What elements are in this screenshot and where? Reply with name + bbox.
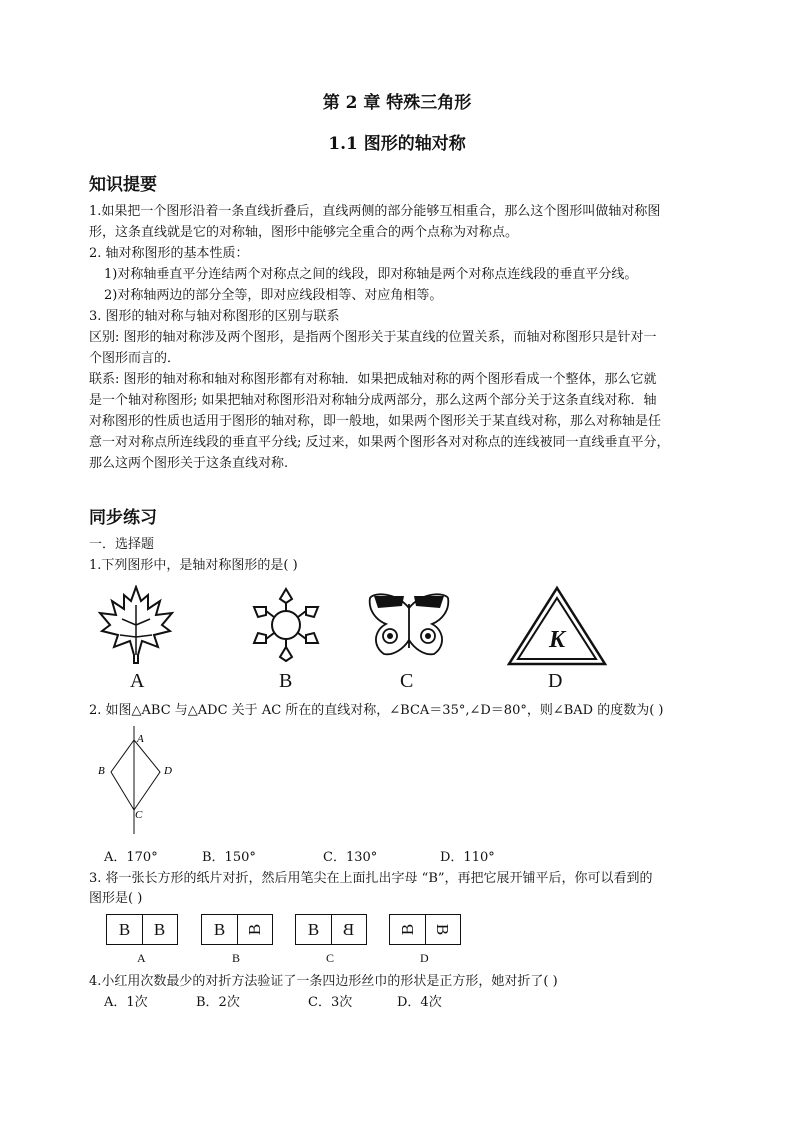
q3-option-c-figure <box>295 914 367 945</box>
kite-diagram <box>94 726 186 838</box>
letter-b-left: B <box>213 920 226 939</box>
triangle-k-icon <box>506 585 608 667</box>
q3-label-d: D <box>420 951 429 965</box>
q3-option-b-figure <box>201 914 273 945</box>
q4-option-c: C．3次 <box>308 995 353 1010</box>
q4-option-a: A．1次 <box>104 995 148 1010</box>
knowledge-heading: 知识提要 <box>89 175 157 195</box>
knowledge-diff-line1: 区别: 图形的轴对称涉及两个图形，是指两个图形关于某直线的位置关系，而轴对称图形只是针对一 <box>89 330 657 345</box>
letter-b-rotated-right: B <box>433 923 452 936</box>
knowledge-p1-line1: 1.如果把一个图形沿着一条直线折叠后，直线两侧的部分能够互相重合，那么这个图形叫做轴对称图 <box>89 204 661 219</box>
q3-label-a: A <box>137 951 146 965</box>
practice-heading: 同步练习 <box>89 508 157 528</box>
q3-label-c: C <box>326 951 335 965</box>
point-a-label: A <box>137 733 144 745</box>
knowledge-p3: 3. 图形的轴对称与轴对称图形的区别与联系 <box>89 309 340 324</box>
knowledge-link-line2: 是一个轴对称图形; 如果把轴对称图形沿对称轴分成两部分，那么这两个部分关于这条直线对称．轴 <box>89 393 657 408</box>
q2-option-d: D．110° <box>440 850 495 865</box>
point-c-label: C <box>135 809 143 821</box>
triangle-letter: K <box>548 627 566 653</box>
section-title: 1.1 图形的轴对称 <box>328 134 466 154</box>
knowledge-p2: 2. 轴对称图形的基本性质： <box>89 246 249 261</box>
q3-text-line2: 图形是( ) <box>89 891 143 906</box>
knowledge-p1-line2: 形，这条直线就是它的对称轴，图形中能够完全重合的两个点称为对称点。 <box>89 225 519 240</box>
choice-section-label: 一．选择题 <box>89 537 155 552</box>
letter-b-right: B <box>153 920 166 939</box>
snowflake-icon <box>246 585 326 665</box>
knowledge-link-line1: 联系: 图形的轴对称和轴对称图形都有对称轴．如果把成轴对称的两个图形看成一个整体，那么它就 <box>89 372 657 387</box>
q1-label-d: D <box>548 670 563 692</box>
q1-label-a: A <box>130 670 145 692</box>
knowledge-diff-line2: 个图形而言的． <box>89 351 181 366</box>
letter-b-mirrored: B <box>342 920 355 939</box>
knowledge-link-line5: 那么这两个图形关于这条直线对称. <box>89 456 289 471</box>
knowledge-link-line4: 意一对对称点所连线段的垂直平分线; 反过来，如果两个图形各对对称点的连线被同一直线垂直平分， <box>89 435 670 450</box>
chapter-title: 第 2 章 特殊三角形 <box>322 93 472 113</box>
butterfly-icon <box>366 590 452 662</box>
q1-label-c: C <box>400 670 414 692</box>
q2-text: 2. 如图△ABC 与△ADC 关于 AC 所在的直线对称，∠BCA＝35°,∠D＝80°，则∠BAD 的度数为( ) <box>89 703 664 718</box>
maple-leaf-icon <box>96 585 176 665</box>
q2-option-b: B．150° <box>202 850 256 865</box>
letter-b-left: B <box>118 920 131 939</box>
q1-label-b: B <box>279 670 293 692</box>
q3-label-b: B <box>232 951 241 965</box>
q4-text: 4.小红用次数最少的对折方法验证了一条四边形丝巾的形状是正方形，她对折了( ) <box>89 974 558 989</box>
q3-text-line1: 3. 将一张长方形的纸片对折，然后用笔尖在上面扎出字母 “B”，再把它展开铺平后，你可以看到的 <box>89 871 653 886</box>
q3-option-d-figure <box>389 914 461 945</box>
q1-text: 1.下列图形中，是轴对称图形的是( ) <box>89 558 298 573</box>
knowledge-link-line3: 对称图形的性质也适用于图形的轴对称，即一般地，如果两个图形关于某直线对称，那么对称轴是任 <box>89 414 662 429</box>
q2-option-a: A．170° <box>104 850 158 865</box>
letter-b-left: B <box>307 920 320 939</box>
q3-option-a-figure <box>106 914 178 945</box>
point-d-label: D <box>164 765 172 777</box>
q4-option-b: B．2次 <box>196 995 240 1010</box>
knowledge-p2-2: 2)对称轴两边的部分全等，即对应线段相等、对应角相等。 <box>104 288 443 303</box>
q4-option-d: D．4次 <box>397 995 442 1010</box>
letter-b-rotated: B <box>245 923 264 936</box>
point-b-label: B <box>98 765 105 777</box>
knowledge-p2-1: 1)对称轴垂直平分连结两个对称点之间的线段，即对称轴是两个对称点连线段的垂直平分线。 <box>104 267 638 282</box>
q2-option-c: C．130° <box>323 850 378 865</box>
letter-b-rotated-left: B <box>398 923 417 936</box>
